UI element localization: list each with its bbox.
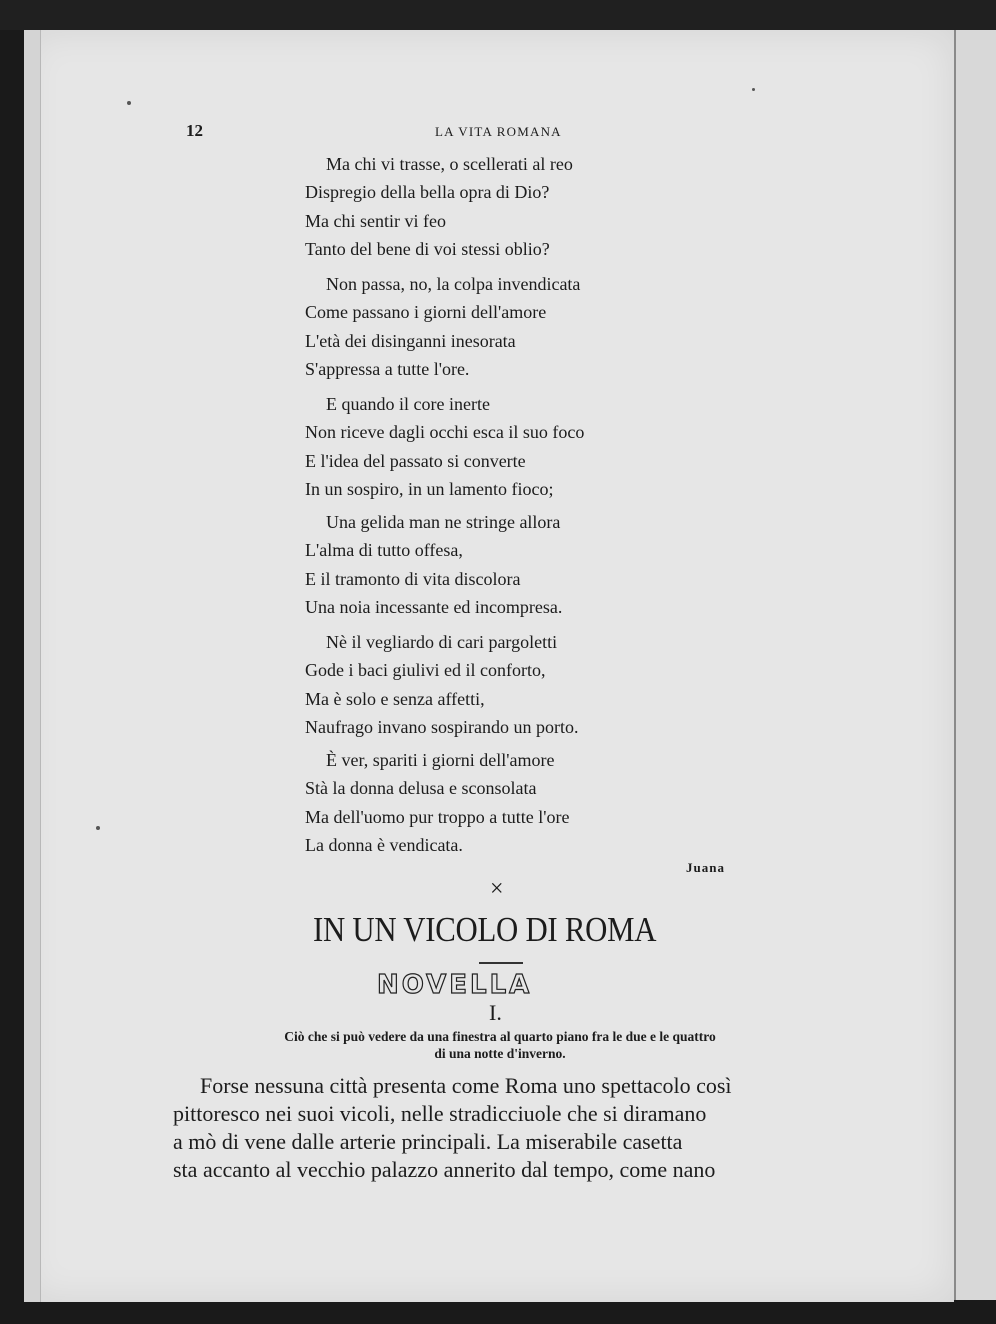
poem-line: L'età dei disinganni inesorata — [305, 330, 516, 351]
poem-line: E il tramonto di vita discolora — [305, 568, 521, 589]
poem-line: Non riceve dagli occhi esca il suo foco — [305, 422, 585, 443]
subtitle-line: Ciò che si può vedere da una finestra al quarto piano fra le due e le quattro — [284, 1029, 716, 1044]
poem-line: L'alma di tutto offesa, — [305, 540, 463, 561]
poem-line: Una noia incessante ed incompresa. — [305, 596, 563, 617]
poem-line: Come passano i giorni dell'amore — [305, 302, 547, 323]
poem-line: Naufrago invano sospirando un porto. — [305, 716, 579, 737]
poem-signature: Juana — [686, 860, 725, 875]
poem-line: Ma chi sentir vi feo — [305, 210, 446, 231]
ink-speck — [752, 88, 755, 91]
story-genre: NOVELLA — [377, 970, 533, 1000]
poem-line: Non passa, no, la colpa invendicata — [326, 274, 581, 294]
poem-stanza — [305, 746, 569, 859]
poem-line: Ma chi vi trasse, o scellerati al reo — [326, 154, 573, 174]
poem-line: E quando il core inerte — [326, 394, 490, 414]
poem-line: Stà la donna delusa e sconsolata — [305, 778, 537, 799]
next-page-edge — [954, 30, 996, 1300]
subtitle-line: di una notte d'inverno. — [434, 1046, 566, 1061]
poem-line: Nè il vegliardo di cari pargoletti — [326, 632, 558, 652]
story-title: IN UN VICOLO DI ROMA — [313, 910, 657, 949]
ink-speck — [96, 826, 100, 830]
poem-line: S'appressa a tutte l'ore. — [305, 358, 470, 379]
poem-line: Ma dell'uomo pur troppo a tutte l'ore — [305, 806, 570, 827]
poem-line: Ma è solo e senza affetti, — [305, 688, 485, 709]
section-separator: × — [490, 876, 504, 902]
paragraph-line: pittoresco nei suoi vicoli, nelle stradicciuole che si diramano — [173, 1101, 707, 1126]
poem-line: Una gelida man ne stringe allora — [326, 512, 561, 532]
page-number: 12 — [186, 121, 203, 140]
paragraph-line: sta accanto al vecchio palazzo annerito dal tempo, come nano — [173, 1157, 716, 1182]
poem-stanza — [305, 628, 578, 741]
poem-stanza — [305, 390, 584, 503]
poem-line: In un sospiro, in un lamento fioco; — [305, 478, 554, 499]
poem-line: La donna è vendicata. — [305, 834, 463, 855]
poem-stanza — [305, 150, 573, 263]
chapter-number: I. — [489, 1000, 502, 1025]
poem-line: Gode i baci giulivi ed il conforto, — [305, 660, 546, 681]
poem-line: Tanto del bene di voi stessi oblio? — [305, 238, 550, 259]
poem-line: E l'idea del passato si converte — [305, 450, 526, 471]
paragraph-line: Forse nessuna città presenta come Roma uno spettacolo così — [200, 1073, 732, 1098]
poem-stanza — [305, 270, 580, 383]
chapter-subtitle — [175, 1028, 825, 1062]
paragraph-line: a mò di vene dalle arterie principali. La miserabile casetta — [173, 1129, 683, 1154]
poem-line: Dispregio della bella opra di Dio? — [305, 182, 550, 203]
title-rule — [479, 962, 523, 964]
running-head: LA VITA ROMANA — [435, 124, 562, 139]
page-left-edge — [24, 30, 41, 1302]
ink-speck — [127, 101, 131, 105]
poem-line: È ver, spariti i giorni dell'amore — [326, 750, 555, 770]
scan-top-edge — [0, 0, 996, 30]
poem-stanza — [305, 508, 562, 621]
story-paragraph — [173, 1072, 823, 1184]
